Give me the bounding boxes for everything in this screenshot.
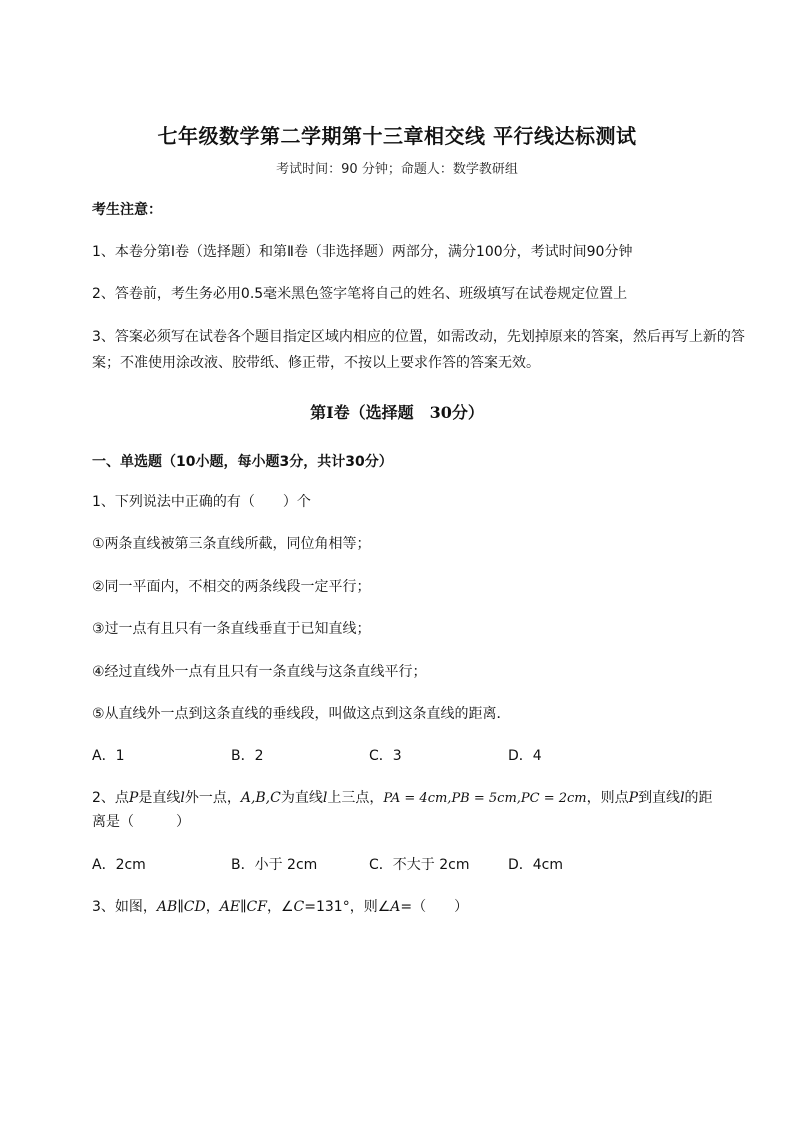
part-heading: 一、单选题（10小题，每小题3分，共计30分） <box>92 454 393 470</box>
question-2-option-b: B．小于 2cm <box>231 857 318 873</box>
notice-heading: 考生注意： <box>92 202 162 218</box>
question-1-stem: 1、下列说法中正确的有（ ）个 <box>92 494 311 510</box>
question-1-statement-2: ②同一平面内，不相交的两条线段一定平行； <box>92 579 371 595</box>
question-1-statement-4: ④经过直线外一点有且只有一条直线与这条直线平行； <box>92 664 427 680</box>
notice-item-3: 3、答案必须写在试卷各个题目指定区域内相应的位置，如需改动，先划掉原来的答案，然后再写上新的答案；不准使用涂改液、胶带纸、修正带，不按以上要求作答的答案无效。 <box>92 329 745 371</box>
question-2-stem-line-2: 离是（ ） <box>92 814 190 830</box>
question-1-statement-5: ⑤从直线外一点到这条直线的垂线段，叫做这点到这条直线的距离． <box>92 706 511 722</box>
question-1-option-b: B．2 <box>231 748 264 764</box>
question-2-option-a: A．2cm <box>92 857 146 873</box>
question-1-statement-1: ①两条直线被第三条直线所截，同位角相等； <box>92 536 371 552</box>
section-title: 第Ⅰ卷（选择题 30分） <box>310 403 484 422</box>
exam-subtitle: 考试时间：90 分钟；命题人：数学教研组 <box>276 162 518 177</box>
exam-title: 七年级数学第二学期第十三章相交线 平行线达标测试 <box>157 124 637 148</box>
question-1-option-c: C．3 <box>369 748 402 764</box>
question-3-stem: 3、如图，AB∥CD，AE∥CF，∠C=131°，则∠A=（ ） <box>92 899 469 915</box>
notice-item-1: 1、本卷分第Ⅰ卷（选择题）和第Ⅱ卷（非选择题）两部分，满分100分，考试时间90分钟 <box>92 244 633 260</box>
question-2-option-c: C．不大于 2cm <box>369 857 470 873</box>
question-1-option-d: D．4 <box>508 748 542 764</box>
question-1-option-a: A．1 <box>92 748 125 764</box>
question-2-option-d: D．4cm <box>508 857 564 873</box>
notice-item-2: 2、答卷前，考生务必用0.5毫米黑色签字笔将自己的姓名、班级填写在试卷规定位置上 <box>92 286 628 302</box>
question-1-statement-3: ③过一点有且只有一条直线垂直于已知直线； <box>92 621 371 637</box>
question-2-stem-line-1: 2、点P是直线l外一点，A,B,C为直线l上三点，PA = 4cm,PB = 5cm,PC = 2cm，则点P到直线l的距 <box>92 790 713 806</box>
